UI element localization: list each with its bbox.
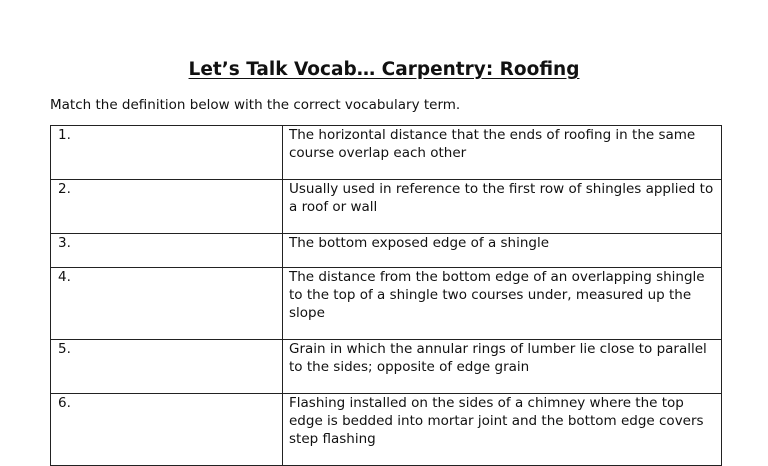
table-row <box>51 340 722 394</box>
vocab-table <box>50 125 722 466</box>
row-number: 2. <box>58 181 71 197</box>
row-number: 3. <box>58 235 71 251</box>
term-cell[interactable] <box>51 394 283 466</box>
definition-cell: Flashing installed on the sides of a chimney where the top edge is bedded into mortar joint and the bottom edge covers step flashing <box>283 394 722 466</box>
term-cell[interactable] <box>51 340 283 394</box>
definition-cell: Grain in which the annular rings of lumber lie close to parallel to the sides; opposite of edge grain <box>283 340 722 394</box>
definition-cell: The distance from the bottom edge of an overlapping shingle to the top of a shingle two courses under, measured up the slope <box>283 268 722 340</box>
page-title: Let’s Talk Vocab… Carpentry: Roofing <box>188 59 580 80</box>
table-row <box>51 180 722 234</box>
table-row <box>51 126 722 180</box>
table-row <box>51 234 722 268</box>
definition-cell: The horizontal distance that the ends of roofing in the same course overlap each other <box>283 126 722 180</box>
definition-cell: The bottom exposed edge of a shingle <box>283 234 722 268</box>
table-row <box>51 268 722 340</box>
term-cell[interactable] <box>51 180 283 234</box>
term-cell[interactable] <box>51 268 283 340</box>
instructions-text: Match the definition below with the correct vocabulary term. <box>50 97 461 113</box>
row-number: 6. <box>58 395 71 411</box>
table-row <box>51 394 722 466</box>
definition-cell: Usually used in reference to the first row of shingles applied to a roof or wall <box>283 180 722 234</box>
row-number: 1. <box>58 127 71 143</box>
term-cell[interactable] <box>51 234 283 268</box>
row-number: 4. <box>58 269 71 285</box>
term-cell[interactable] <box>51 126 283 180</box>
row-number: 5. <box>58 341 71 357</box>
